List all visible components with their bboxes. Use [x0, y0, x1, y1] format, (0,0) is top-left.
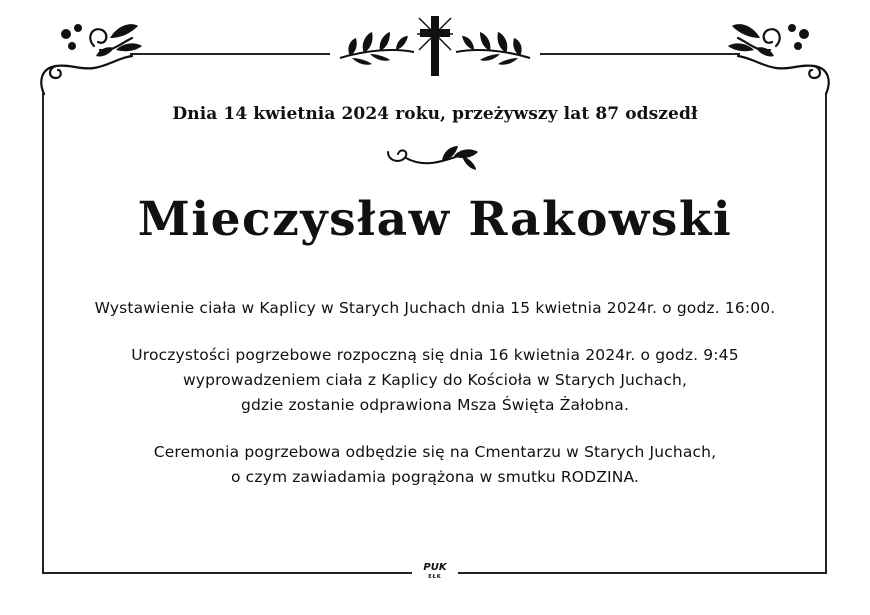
burial-line-2: o czym zawiadamia pogrążona w smutku RODZINA.	[230, 468, 640, 486]
puk-logo	[414, 562, 456, 586]
laurel-branch-right-icon	[454, 20, 534, 70]
frame-bottom-border-right	[458, 572, 827, 574]
logo-main-text: PUK	[423, 562, 447, 573]
burial-line-1: Ceremonia pogrzebowa odbędzie się na Cmentarzu w Starych Juchach,	[153, 443, 717, 461]
death-date-intro: Dnia 14 kwietnia 2024 roku, przeżywszy lat 87 odszedł	[172, 104, 698, 124]
ceremony-line-3: gdzie zostanie odprawiona Msza Święta Żałobna.	[240, 396, 630, 414]
viewing-line: Wystawienie ciała w Kaplicy w Starych Juchach dnia 15 kwietnia 2024r. o godz. 16:00.	[94, 299, 776, 317]
vine-divider-icon	[384, 142, 486, 172]
viewing-paragraph	[0, 296, 870, 321]
frame-left-border	[42, 93, 44, 574]
cross-with-rays-icon	[414, 14, 456, 78]
laurel-branch-left-icon	[336, 20, 416, 70]
floral-corner-left-icon	[36, 16, 146, 96]
frame-top-line-right	[540, 53, 740, 55]
frame-top-line-left	[130, 53, 330, 55]
deceased-name: Mieczysław Rakowski	[137, 192, 733, 247]
burial-paragraph	[0, 440, 870, 490]
ceremony-line-1: Uroczystości pogrzebowe rozpoczną się dnia 16 kwietnia 2024r. o godz. 9:45	[131, 346, 739, 364]
logo-sub-text: EŁK	[428, 574, 442, 580]
frame-right-border	[825, 93, 827, 574]
funeral-ceremony-paragraph	[0, 343, 870, 418]
floral-corner-right-icon	[724, 16, 834, 96]
frame-bottom-border-left	[42, 572, 412, 574]
ceremony-line-2: wyprowadzeniem ciała z Kaplicy do Kościoła w Starych Juchach,	[182, 371, 688, 389]
